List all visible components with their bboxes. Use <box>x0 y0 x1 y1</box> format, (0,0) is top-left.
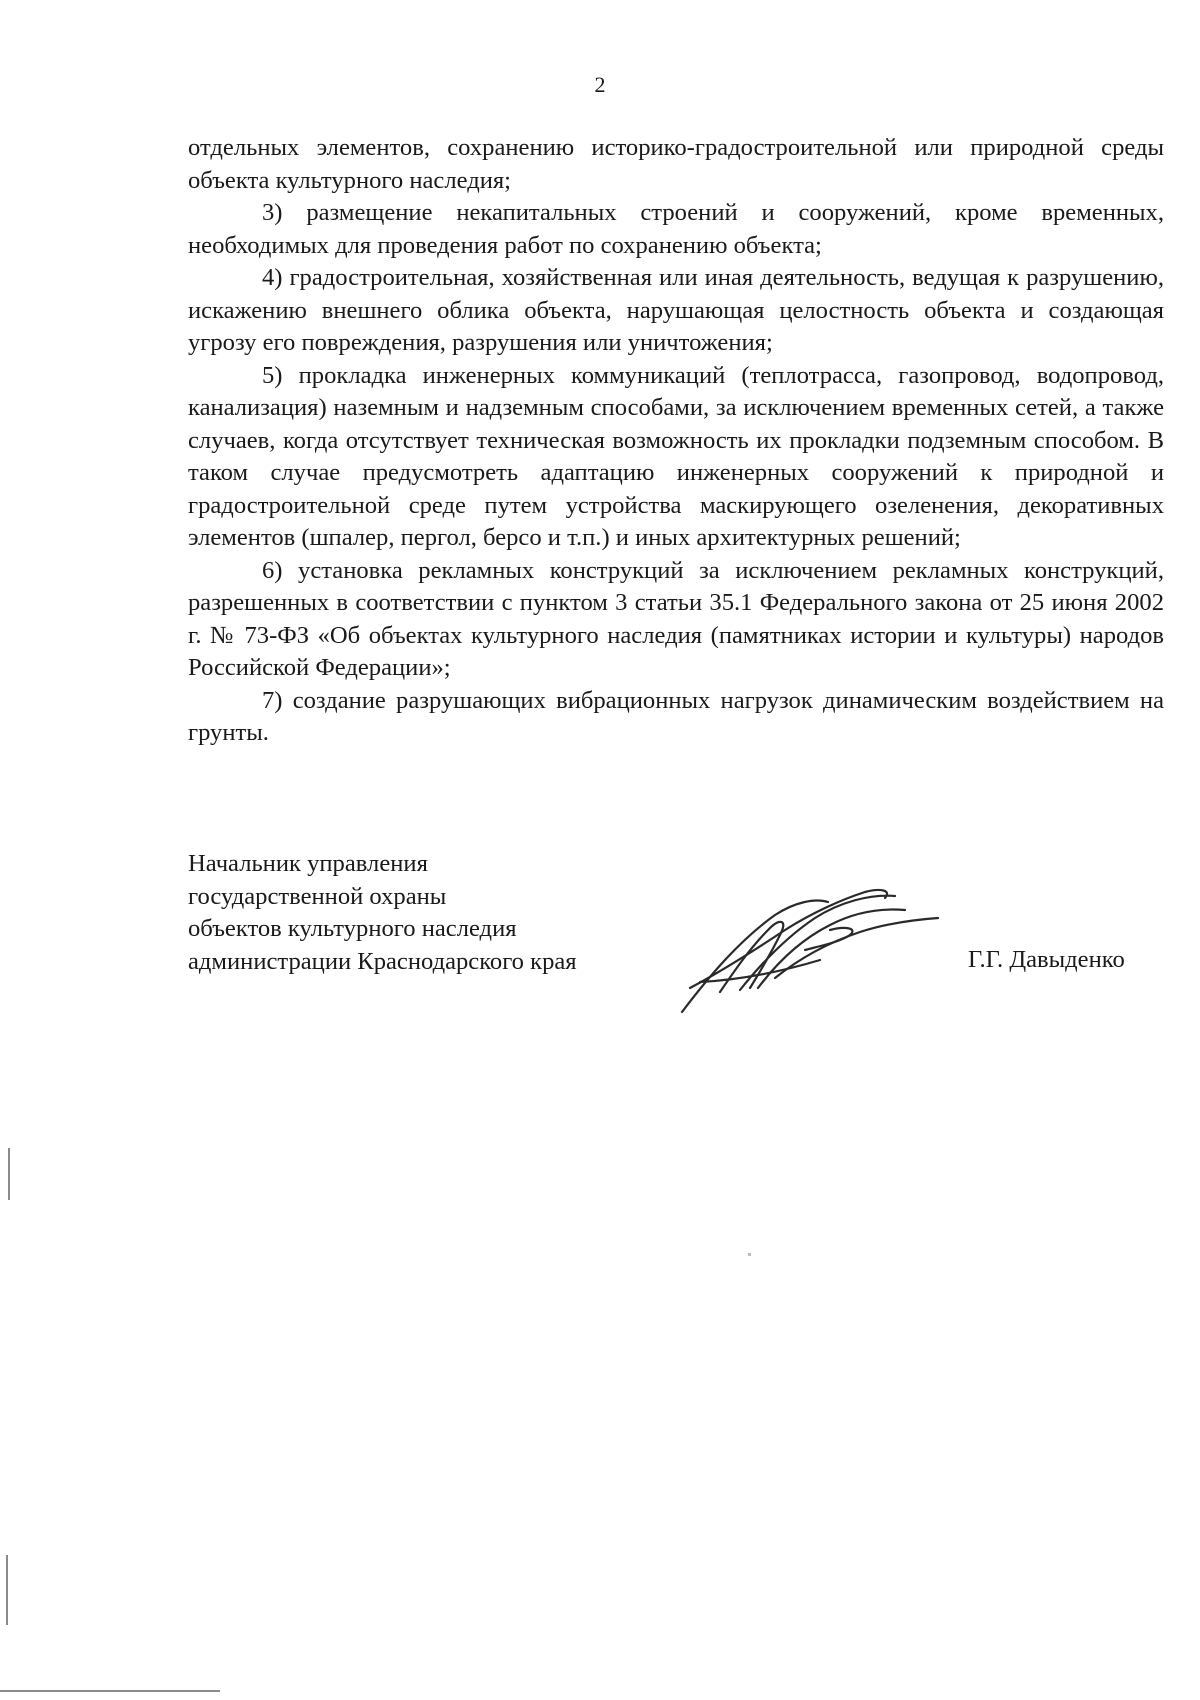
signer-position-line: государственной охраны <box>188 882 447 910</box>
page-number: 2 <box>594 72 606 97</box>
signer-position-line: администрации Краснодарского края <box>188 947 577 975</box>
handwritten-signature <box>680 880 940 1020</box>
document-body <box>188 132 1164 750</box>
paragraph-item-7: 7) создание разрушающих вибрационных нагрузок динамическим воздействием на грунты. <box>188 686 1164 746</box>
paragraph-item-4: 4) градостроительная, хозяйственная или иная деятельность, ведущая к разрушению, искажению внешнего облика объекта, нарушающая целостность объекта и создающая угрозу его повреждения, разрушения или уничтожения; <box>188 264 1164 356</box>
paragraph-continuation: отдельных элементов, сохранению историко-градостроительной или природной среды объекта культурного наследия; <box>188 134 1164 194</box>
scan-edge-mark <box>6 1555 8 1625</box>
signer-position-line: Начальник управления <box>188 850 428 877</box>
scan-edge-mark <box>0 1690 220 1692</box>
signer-position <box>188 848 577 978</box>
scan-speck <box>748 1253 751 1256</box>
scan-edge-mark <box>8 1148 10 1200</box>
paragraph-item-5: 5) прокладка инженерных коммуникаций (теплотрасса, газопровод, водопровод, канализация) наземным и надземным способами, за исключением временных сетей, а также случаев, когда отсутствует техническая возможность их прокладки подземным способом. В таком случае предусмотреть адаптацию инженерных сооружений к природной и градостроительной среде путем устройства маскирующего озеленения, декоративных элементов (шпалер, пергол, берсо и т.п.) и иных архитектурных решений; <box>188 361 1164 551</box>
signer-name: Г.Г. Давыденко <box>968 946 1125 973</box>
paragraph-item-3: 3) размещение некапитальных строений и сооружений, кроме временных, необходимых для проведения работ по сохранению объекта; <box>188 199 1164 259</box>
paragraph-item-6: 6) установка рекламных конструкций за исключением рекламных конструкций, разрешенных в соответствии с пунктом 3 статьи 35.1 Федерального закона от 25 июня 2002 г. № 73-ФЗ «Об объектах культурного наследия (памятниках истории и культуры) народов Российской Федерации»; <box>188 556 1164 681</box>
signer-position-line: объектов культурного наследия <box>188 915 517 942</box>
